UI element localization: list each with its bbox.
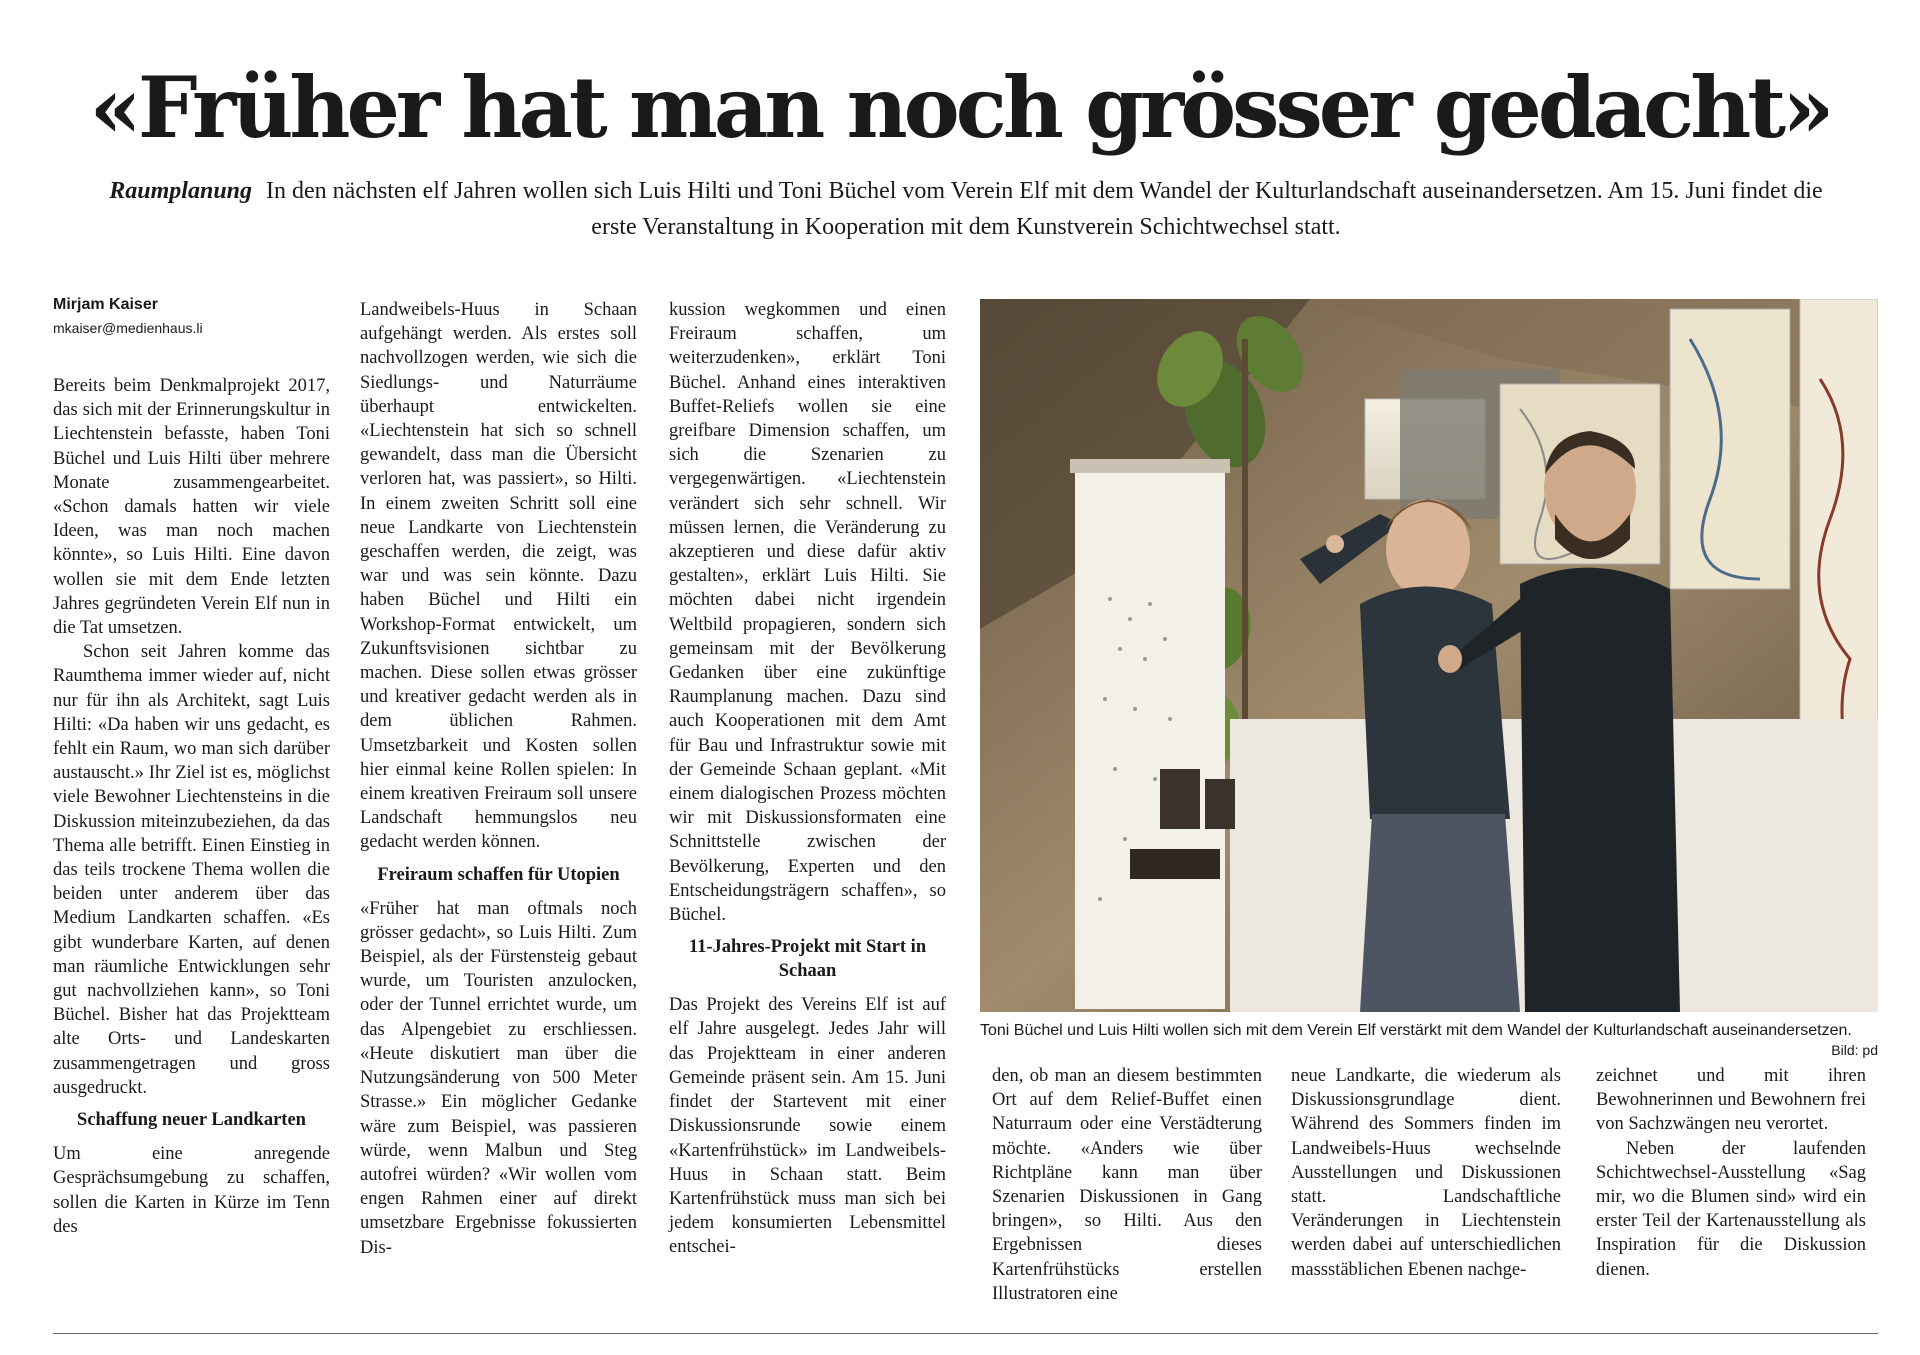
paragraph: zeichnet und mit ihren Bewohnerinnen und Bewohnern frei von Sachzwängen neu verortet. (1596, 1066, 1866, 1135)
article-column-2 (360, 298, 637, 1260)
article-photo (980, 299, 1878, 1012)
paragraph: Schon seit Jahren komme das Raumthema immer wieder auf, nicht nur für ihn als Architekt, sagt Luis Hilti: «Da haben wir uns gedacht, es fehlt ein Raum, wo man sich darüber austauscht.» Ihr Ziel ist es, möglichst viele Bewohner Liechtensteins in die Diskussion miteinzubeziehen, da das Thema alle betrifft. Einen Einstieg in das teils trockene Thema wollen die beiden unter anderem über das Medium Landkarten schaffen. «Es gibt wunderbare Karten, auf denen man räumliche Entwicklungen sehr gut nachvollziehen kann», so Toni Büchel. Bisher hat das Projektteam alte Orts- und Landeskarten zusammengetragen und gross ausgedruckt. (53, 642, 330, 1098)
paragraph: den, ob man an diesem bestimmten Ort auf dem Relief-Buffet einen Naturraum oder eine Verstädterung möchte. «Anders wie über Richtpläne kann man über Szenarien Diskussionen in Gang bringen», so Hilti. Aus den Ergebnissen dieses Kartenfrühstücks erstellen Illustratoren eine (992, 1066, 1262, 1304)
lead-paragraph (86, 173, 1846, 245)
paragraph: Bereits beim Denkmalprojekt 2017, das sich mit der Erinnerungskultur in Liechtenstein befasste, haben Toni Büchel und Luis Hilti über mehrere Monate zusammengearbeitet. «Schon damals hatten wir viele Ideen, was man noch machen könnte», so Luis Hilti. Eine davon wollen sie mit dem Ende letzten Jahres gegründeten Verein Elf nun in die Tat umsetzen. (53, 376, 330, 639)
photo-illustration (980, 299, 1878, 1012)
article-column-6 (1596, 1064, 1866, 1282)
paragraph: Um eine anregende Gesprächsumgebung zu schaffen, sollen die Karten in Kürze im Tenn des (53, 1144, 330, 1237)
paragraph: Landweibels-Huus in Schaan aufgehängt werden. Als erstes soll nachvollzogen werden, wie sich die Siedlungs- und Naturräume überhaupt entwickelten. «Liechtenstein hat sich so schnell gewandelt, dass man die Übersicht verloren hat, was passiert», so Hilti. In einem zweiten Schritt soll eine neue Landkarte von Liechtenstein geschaffen werden, die zeigt, was war und was sein könnte. Dazu haben Büchel und Hilti ein Workshop-Format entwickelt, um Zukunftsvisionen sichtbar zu machen. Diese sollen etwas grösser und kreativer gedacht werden als in dem üblichen Rahmen. Umsetzbarkeit und Kosten sollen hier einmal keine Rollen spielen: In einem kreativen Freiraum soll unsere Landschaft hemmungslos neu gedacht werden können. (360, 300, 637, 853)
photo-credit: Bild: pd (1831, 1042, 1878, 1058)
article-column-3 (669, 298, 946, 1260)
article-column-5 (1291, 1064, 1561, 1282)
article-column-4 (992, 1064, 1262, 1306)
subheading: Schaffung neuer Landkarten (77, 1110, 306, 1131)
paragraph: «Früher hat man oftmals noch grösser gedacht», so Luis Hilti. Zum Beispiel, als der Fürstensteig gebaut wurde, um Touristen anzulocken, oder der Tunnel errichtet wurde, um das Alpengebiet zu erschliessen. «Heute diskutiert man über die Nutzungsänderung von 500 Meter Strasse.» Ein möglicher Gedanke wäre zum Beispiel, was passieren würde, wenn Malbun und Steg autofrei würden? «Wir wollen vom engen Rahmen einer auf direkt umsetzbare Ergebnisse fokussierten Dis- (360, 898, 637, 1258)
bottom-divider (53, 1333, 1878, 1334)
author-name: Mirjam Kaiser (53, 296, 158, 313)
photo-caption: Toni Büchel und Luis Hilti wollen sich mit dem Verein Elf verstärkt mit dem Wandel der Kulturlandschaft auseinandersetzen. (980, 1022, 1852, 1039)
headline: «Früher hat man noch grösser gedacht» (89, 58, 1831, 157)
author-email[interactable]: mkaiser@medienhaus.li (53, 320, 203, 336)
lead-text: In den nächsten elf Jahren wollen sich Luis Hilti und Toni Büchel vom Verein Elf mit dem Wandel der Kulturlandschaft auseinandersetzen. Am 15. Juni findet die erste Veranstaltung in Kooperation mit dem Kunstverein Schichtwechsel statt. (266, 178, 1823, 240)
paragraph: neue Landkarte, die wiederum als Diskussionsgrundlage dient. Während des Sommers finden im Landweibels-Huus wechselnde Ausstellungen und Diskussionen statt. Landschaftliche Veränderungen in Liechtenstein werden dabei auf unterschiedlichen massstäblichen Ebenen nachge- (1291, 1066, 1561, 1280)
subheading: Freiraum schaffen für Utopien (377, 864, 620, 885)
lead-kicker: Raumplanung (109, 178, 253, 204)
paragraph: Neben der laufenden Schichtwechsel-Ausstellung «Sag mir, wo die Blumen sind» wird ein erster Teil der Kartenausstellung als Inspiration für die Diskussion dienen. (1596, 1138, 1866, 1280)
subheading: 11-Jahres-Projekt mit Start in Schaan (688, 937, 927, 982)
paragraph: Das Projekt des Vereins Elf ist auf elf Jahre ausgelegt. Jedes Jahr will das Projektteam in einer anderen Gemeinde präsent sein. Am 15. Juni findet der Startevent mit einer Diskussionsrunde sowie einem «Kartenfrühstück» im Landweibels-Huus in Schaan statt. Beim Kartenfrühstück muss man sich bei jedem konsumierten Lebensmittel entschei- (669, 995, 946, 1258)
paragraph: kussion wegkommen und einen Freiraum schaffen, um weiterzudenken», erklärt Toni Büchel. Anhand eines interaktiven Buffet-Reliefs wollen sie eine greifbare Dimension schaffen, um sich die Szenarien zu vergegenwärtigen. «Liechtenstein verändert sich sehr schnell. Wir müssen lernen, die Veränderung zu akzeptieren und diese dafür aktiv gestalten», erklärt Luis Hilti. Sie möchten dabei nicht irgendein Weltbild propagieren, sondern sich gemeinsam mit der Bevölkerung Gedanken über eine zukünftige Raumplanung machen. Dazu sind auch Kooperationen mit dem Amt für Bau und Infrastruktur sowie mit der Gemeinde Schaan geplant. «Mit einem dialogischen Prozess möchten wir mit Diskussionsformaten eine Schnittstelle zwischen der Bevölkerung, Experten und den Entscheidungsträgern schaffen», so Büchel. (669, 300, 946, 926)
article-column-1 (53, 374, 330, 1239)
